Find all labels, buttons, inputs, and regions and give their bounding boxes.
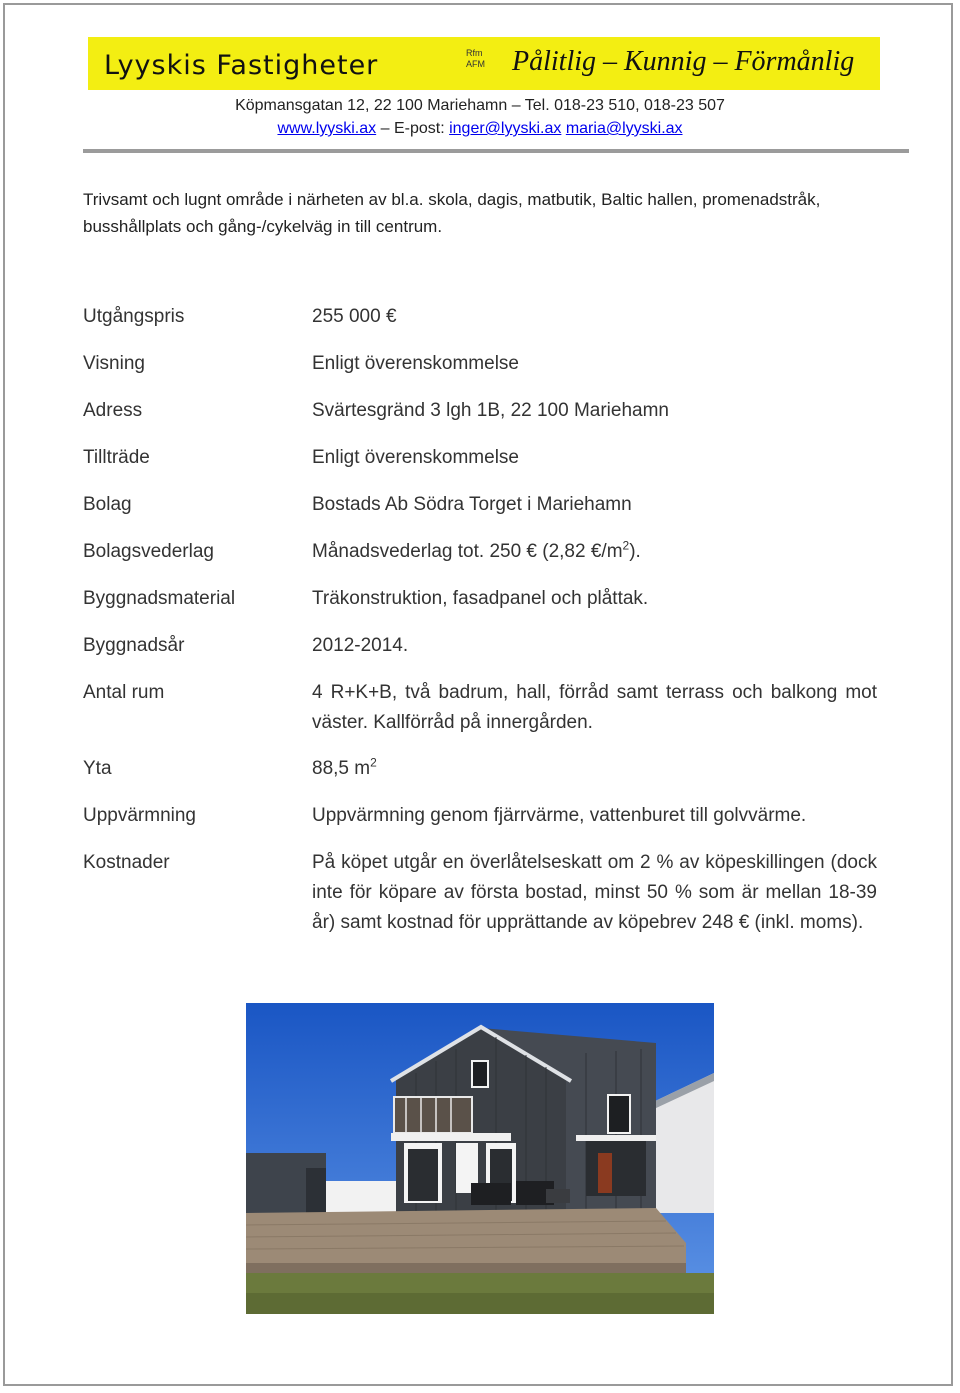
address-line: Köpmansgatan 12, 22 100 Mariehamn – Tel. 018-23 510, 018-23 507: [235, 97, 725, 114]
byggnadsmaterial-value: Träkonstruktion, fasadpanel och plåttak.: [312, 588, 649, 609]
uppvarmning-value: Uppvärmning genom fjärrvärme, vattenburet till golvvärme.: [312, 805, 807, 826]
tilltrade-value: Enligt överenskommelse: [312, 447, 519, 468]
yta-value: [312, 754, 877, 784]
uppvarmning-label: Uppvärmning: [83, 805, 196, 826]
yta-text: 88,5 m: [312, 758, 371, 779]
contact-links: [0, 117, 960, 140]
utgangspris-value: 255 000 €: [312, 306, 397, 327]
byggnadsar-label: Byggnadsår: [83, 635, 185, 656]
byggnadsmaterial-label: Byggnadsmaterial: [83, 588, 236, 609]
visning-value: Enligt överenskommelse: [312, 353, 519, 374]
company-logo: Lyyskis Fastigheter: [104, 50, 379, 81]
bolagsvederlag-value: [312, 537, 877, 567]
yta-label: Yta: [83, 758, 112, 779]
contact-info: [0, 94, 960, 140]
email-link-maria[interactable]: maria@lyyski.ax: [565, 120, 683, 137]
byggnadsar-value: 2012-2014.: [312, 635, 409, 656]
adress-value: Svärtesgränd 3 lgh 1B, 22 100 Mariehamn: [312, 400, 669, 421]
yta-sup: 2: [370, 755, 377, 770]
bolagsvederlag-label: Bolagsvederlag: [83, 541, 214, 562]
website-link[interactable]: www.lyyski.ax: [277, 120, 377, 137]
house-photo: [246, 1003, 714, 1314]
bolag-value: Bostads Ab Södra Torget i Mariehamn: [312, 494, 632, 515]
rfm-afm-mark: [466, 48, 485, 70]
utgangspris-label: Utgångspris: [83, 306, 185, 327]
email-link-inger[interactable]: inger@lyyski.ax: [449, 120, 562, 137]
rfm-text: Rfm: [466, 48, 483, 58]
antal-rum-value: 4 R+K+B, två badrum, hall, förråd samt terrass och balkong mot väster. Kallförråd på innergården.: [312, 682, 877, 733]
bolag-label: Bolag: [83, 494, 132, 515]
afm-text: AFM: [466, 59, 485, 69]
kostnader-value: På köpet utgår en överlåtelseskatt om 2 % av köpeskillingen (dock inte för köpare av första bostad, minst 50 % som är mellan 18-39 år) samt kostnad för upprättande av köpebrev 248 € (inkl. moms).: [312, 852, 877, 933]
tilltrade-label: Tillträde: [83, 447, 150, 468]
header-divider: [83, 149, 909, 153]
header-banner: [88, 37, 880, 90]
antal-rum-label: Antal rum: [83, 682, 165, 703]
bolagsvederlag-tail: ).: [629, 541, 641, 562]
slogan: Pålitlig – Kunnig – Förmånlig: [512, 46, 855, 77]
bolagsvederlag-sup: 2: [622, 538, 630, 553]
intro-text: Trivsamt och lugnt område i närheten av bl.a. skola, dagis, matbutik, Baltic hallen, promenadstråk, busshållplats och gång-/cykelväg in till centrum.: [83, 190, 821, 236]
kostnader-label: Kostnader: [83, 852, 170, 873]
email-label: – E-post:: [380, 120, 445, 137]
visning-label: Visning: [83, 353, 145, 374]
adress-label: Adress: [83, 400, 143, 421]
bolagsvederlag-text: Månadsvederlag tot. 250 € (2,82 €/m: [312, 541, 623, 562]
